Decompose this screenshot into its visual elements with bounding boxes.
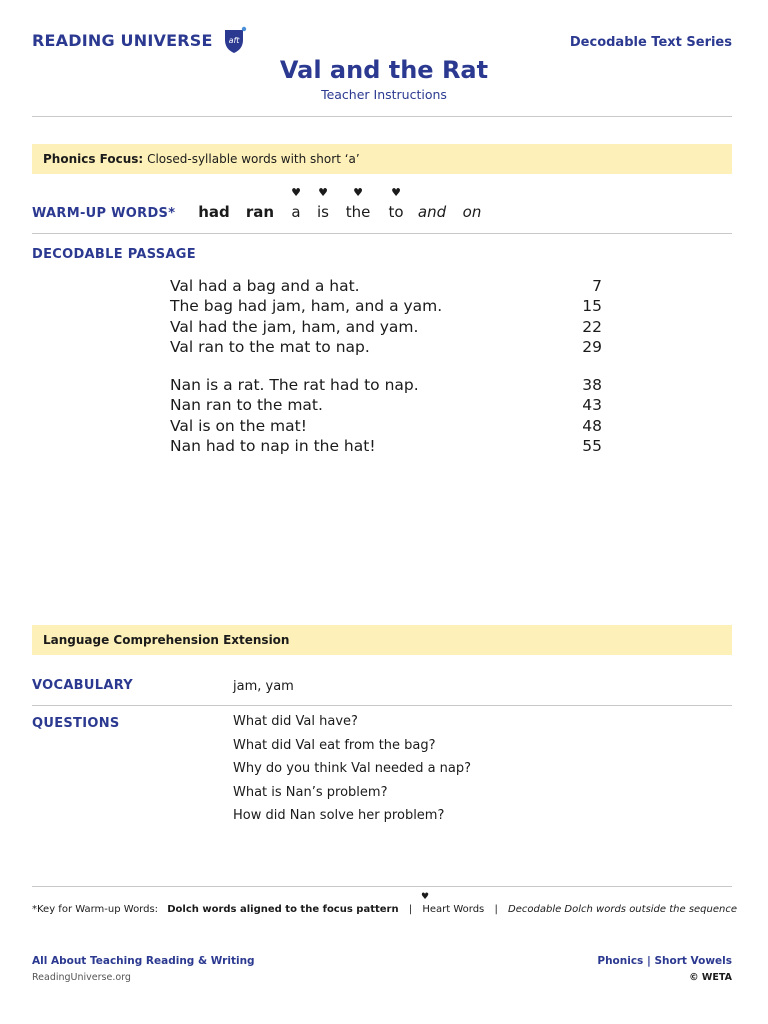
question-item: What did Val have? xyxy=(233,714,358,729)
warmup-word: had xyxy=(198,203,230,221)
warmup-word: and xyxy=(417,203,447,221)
word-count: 43 xyxy=(582,396,602,415)
passage-line: Val had the jam, ham, and yam. 22 xyxy=(170,317,602,336)
word-count: 22 xyxy=(582,317,602,336)
word-count: 55 xyxy=(582,437,602,456)
reading-universe-logo xyxy=(32,26,249,54)
passage-line: Val had a bag and a hat. 7 xyxy=(170,277,602,295)
phonics-focus-band xyxy=(32,144,732,174)
logo-wordmark: READING UNIVERSE xyxy=(32,30,213,50)
passage-line: Nan had to nap in the hat! 55 xyxy=(170,437,602,456)
passage-line: Nan is a rat. The rat had to nap. 38 xyxy=(170,376,602,395)
footer-copyright: © WETA xyxy=(689,972,732,983)
extension-band xyxy=(32,625,732,655)
heart-icon: ♥ xyxy=(318,186,328,199)
warmup-word: on xyxy=(462,203,482,221)
question-item: What is Nan’s problem? xyxy=(233,784,388,800)
question-item: Why do you think Val needed a nap? xyxy=(233,761,472,776)
warmup-key: *Key for Warm-up Words: Dolch words aligned to the focus pattern | Heart Words | Decodable Dolch words outside the sequence xyxy=(32,904,738,915)
word-count: 7 xyxy=(592,277,602,295)
key-heart-item: Heart Words xyxy=(422,904,485,915)
key-prefix: *Key for Warm-up Words: xyxy=(32,904,159,915)
key-italic-item: Decodable Dolch words outside the sequence xyxy=(508,904,738,915)
word-count: 48 xyxy=(582,416,602,435)
vocabulary-divider xyxy=(32,705,732,706)
phonics-focus-text: Closed-syllable words with short ‘a’ xyxy=(147,152,360,166)
page-title: Val and the Rat xyxy=(279,56,489,84)
questions-list xyxy=(233,710,471,828)
word-count: 38 xyxy=(582,376,602,395)
warmup-word: the xyxy=(345,203,371,221)
key-divider xyxy=(32,886,732,887)
warmup-label: WARM-UP WORDS* xyxy=(32,206,176,221)
passage-line: Val is on the mat! 48 xyxy=(170,416,602,435)
footer-title: All About Teaching Reading & Writing xyxy=(32,955,255,967)
warmup-word: a xyxy=(291,203,301,221)
heart-icon: ♥ xyxy=(353,186,363,199)
footer-url: ReadingUniverse.org xyxy=(32,972,131,983)
passage-label: DECODABLE PASSAGE xyxy=(32,247,196,262)
vocabulary-label: VOCABULARY xyxy=(32,678,134,693)
passage-line: Val ran to the mat to nap. 29 xyxy=(170,337,602,356)
question-item: How did Nan solve her problem? xyxy=(233,808,445,823)
extension-label: Language Comprehension Extension xyxy=(43,633,290,647)
aft-shield-icon xyxy=(219,26,249,54)
word-count: 29 xyxy=(582,337,602,356)
passage-line: Nan ran to the mat. 43 xyxy=(170,396,602,415)
warmup-word: is xyxy=(317,203,329,221)
series-label: Decodable Text Series xyxy=(569,35,732,50)
decodable-passage xyxy=(170,276,602,456)
passage-line: The bag had jam, ham, and a yam. 15 xyxy=(170,297,602,316)
word-count: 15 xyxy=(582,297,602,316)
phonics-focus-label: Phonics Focus: xyxy=(43,152,144,166)
key-bold-item: Dolch words aligned to the focus pattern xyxy=(167,904,399,915)
header-divider xyxy=(32,116,732,117)
svg-text:aft: aft xyxy=(228,36,240,45)
question-item: What did Val eat from the bag? xyxy=(233,737,436,753)
page-subtitle: Teacher Instructions xyxy=(321,87,447,102)
key-heart-icon: ♥ xyxy=(421,892,430,902)
heart-icon: ♥ xyxy=(291,186,301,199)
footer-topic: Phonics | Short Vowels xyxy=(597,955,732,967)
vocabulary-text: jam, yam xyxy=(233,679,294,694)
warmup-divider xyxy=(32,233,732,234)
heart-icon: ♥ xyxy=(391,186,401,199)
questions-label: QUESTIONS xyxy=(32,716,120,731)
warmup-word: ran xyxy=(245,203,275,221)
warmup-word: to xyxy=(388,203,404,221)
